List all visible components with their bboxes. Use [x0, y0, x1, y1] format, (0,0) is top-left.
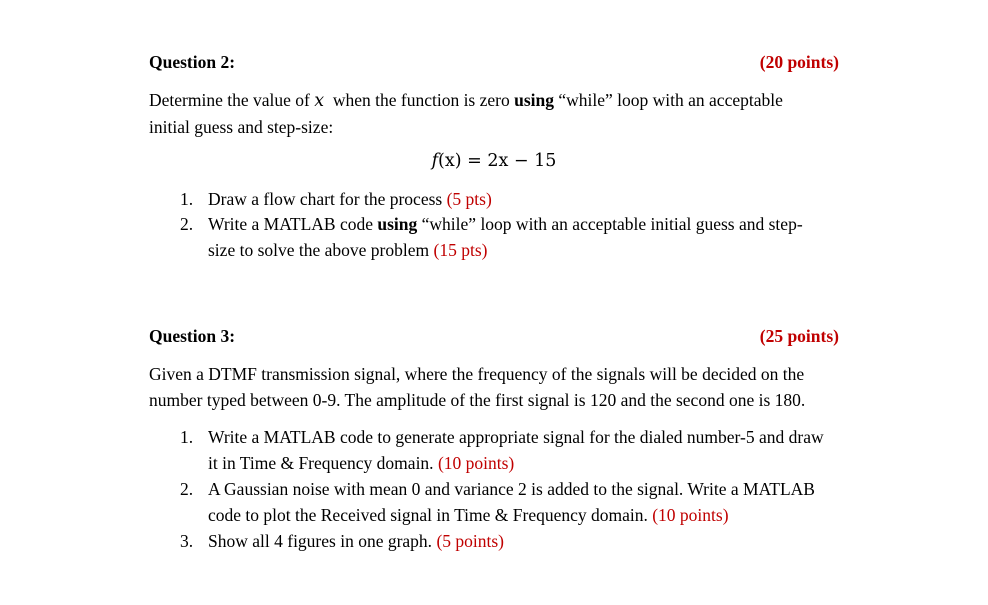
- question-2-intro-line-1: Determine the value of x when the function is zero using “while” loop with an acceptable: [149, 90, 783, 111]
- list-number: 2.: [180, 214, 194, 234]
- list-number: 2.: [180, 479, 194, 499]
- equation-function-name: f: [431, 151, 439, 171]
- list-number: 3.: [180, 531, 194, 551]
- list-number: 1.: [180, 189, 194, 209]
- question-3-item-3: 3. Show all 4 figures in one graph. (5 points): [180, 528, 850, 554]
- equation: [0, 151, 988, 171]
- question-2-intro-line-2: initial guess and step-size:: [149, 117, 334, 137]
- question-2-intro: [149, 87, 849, 140]
- question-2-header: [149, 52, 839, 76]
- equation-rhs: = 2x − 15: [461, 151, 557, 171]
- question-3-intro: [149, 361, 849, 413]
- question-2-item-2: 2. Write a MATLAB code using “while” loop with an acceptable initial guess and step- size to solve the above problem (15 pts): [180, 211, 850, 263]
- question-3-item-1: 1. Write a MATLAB code to generate appropriate signal for the dialed number-5 and draw it in Time & Frequency domain. (10 points): [180, 424, 850, 476]
- item-points: (10 points): [652, 505, 729, 525]
- item-points: (5 points): [436, 531, 505, 551]
- list-number: 1.: [180, 427, 194, 447]
- question-3-title: Question 3:: [149, 326, 236, 346]
- question-3-intro-line-1: Given a DTMF transmission signal, where the frequency of the signals will be decided on the: [149, 364, 805, 384]
- question-2-points: (20 points): [759, 52, 839, 72]
- question-3-intro-line-2: number typed between 0-9. The amplitude of the first signal is 120 and the second one is 180.: [149, 390, 806, 410]
- equation-argument: (x): [438, 151, 462, 171]
- variable-x: x: [314, 91, 325, 111]
- item-points: (10 points): [437, 453, 515, 473]
- question-2-item-1: 1. Draw a flow chart for the process (5 pts): [180, 186, 850, 212]
- question-3-points: (25 points): [759, 326, 839, 346]
- item-points: (5 pts): [446, 189, 492, 209]
- item-points: (15 pts): [433, 240, 488, 260]
- question-3-item-2: 2. A Gaussian noise with mean 0 and variance 2 is added to the signal. Write a MATLAB code to plot the Received signal in Time & Frequency domain. (10 points): [180, 476, 850, 528]
- question-3-header: [149, 326, 839, 350]
- question-2-title: Question 2:: [149, 52, 236, 72]
